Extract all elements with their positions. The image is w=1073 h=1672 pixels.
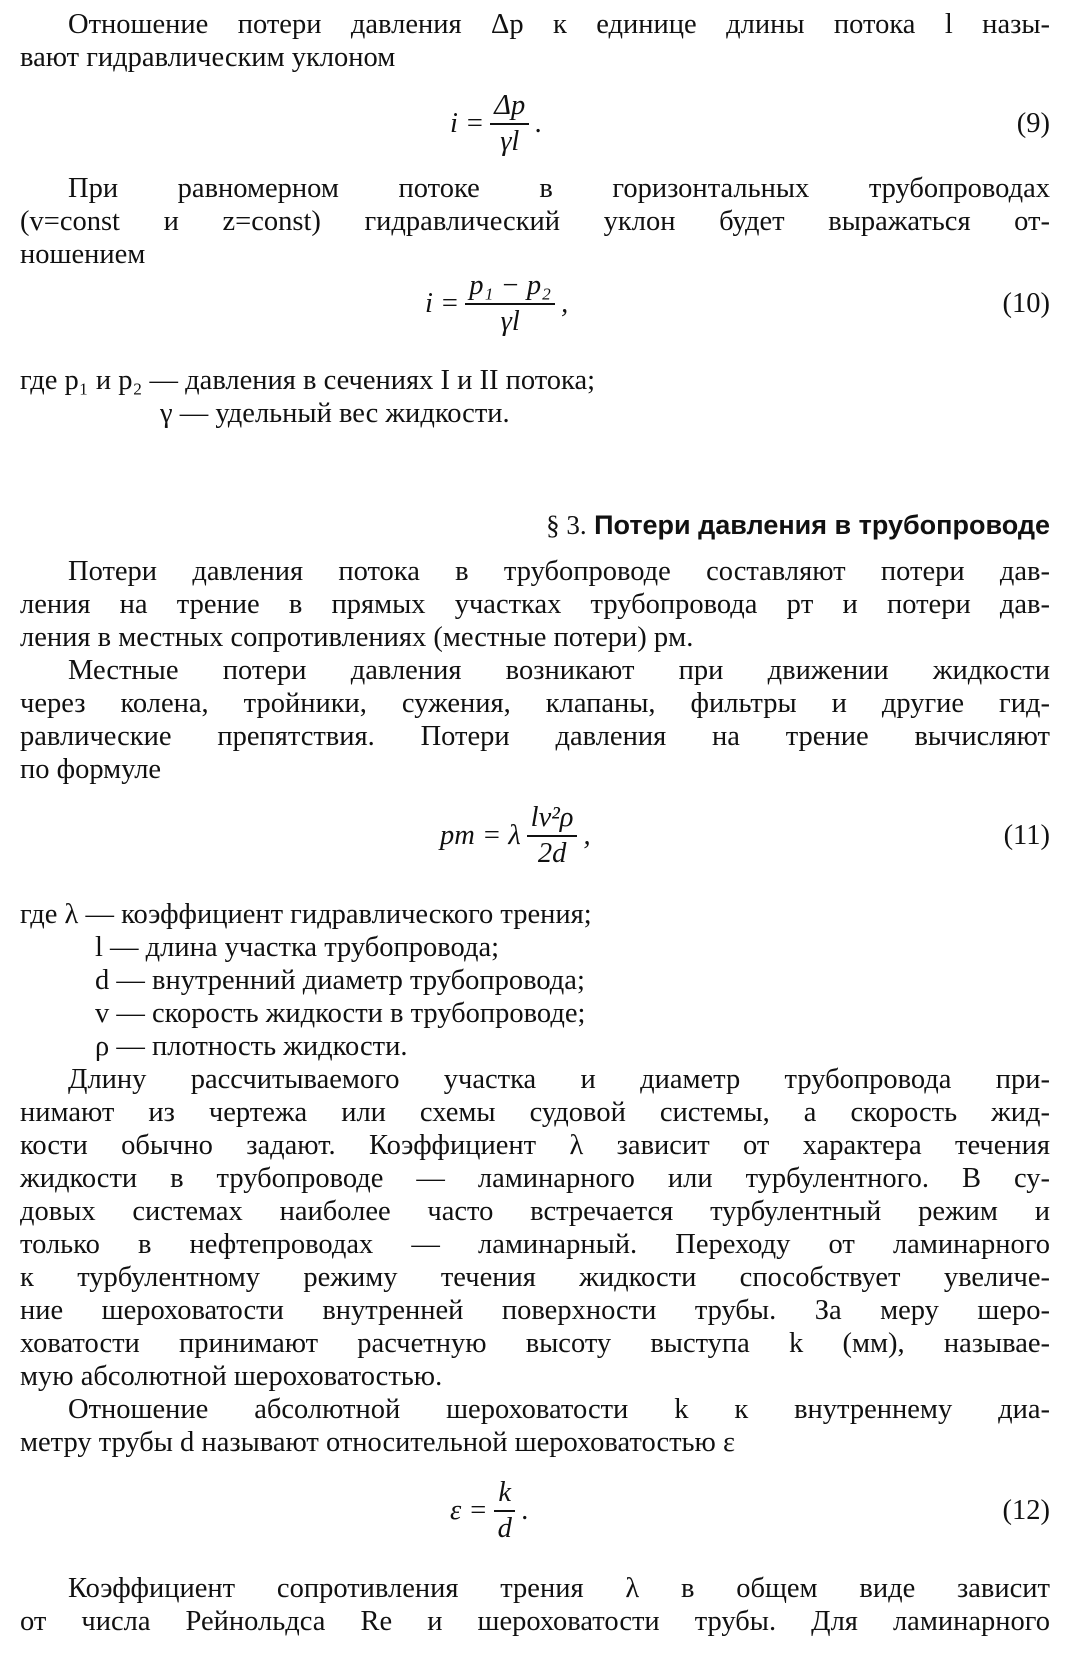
- section-title: Потери давления в трубопроводе: [594, 510, 1050, 540]
- formula-punct: ,: [583, 820, 591, 851]
- fraction: [465, 269, 555, 339]
- legend-line: γ — удельный вес жидкости.: [160, 398, 510, 429]
- paragraph-line: ления на трение в прямых участках трубопровода pт и потери дав-: [20, 589, 1050, 620]
- paragraph-line: Потери давления потока в трубопроводе составляют потери дав-: [68, 556, 1050, 587]
- paragraph-line: довых системах наиболее часто встречается турбулентный режим и: [20, 1196, 1050, 1227]
- fraction: [527, 801, 578, 871]
- equation-number: (9): [1016, 108, 1050, 139]
- paragraph-line: Отношение абсолютной шероховатости k к внутреннему диа-: [68, 1394, 1050, 1425]
- paragraph-line: вают гидравлическим уклоном: [20, 42, 396, 73]
- fraction-numerator: k: [494, 1476, 515, 1512]
- paragraph-line: кости обычно задают. Коэффициент λ зависит от характера течения: [20, 1130, 1050, 1161]
- paragraph-line: мую абсолютной шероховатостью.: [20, 1361, 443, 1392]
- paragraph-line: При равномерном потоке в горизонтальных трубопроводах: [68, 173, 1050, 204]
- formula-12: [0, 1471, 1073, 1551]
- fraction-numerator: Δp: [490, 89, 529, 125]
- formula-punct: .: [535, 108, 543, 139]
- formula-lhs: i =: [425, 288, 460, 319]
- paragraph-line: ления в местных сопротивлениях (местные потери) pм.: [20, 622, 694, 653]
- formula-lhs: pт = λ: [440, 820, 521, 851]
- section-heading: [20, 508, 1050, 542]
- paragraph-line: (v=const и z=const) гидравлический уклон будет выражаться от-: [20, 206, 1050, 237]
- legend-line: v — скорость жидкости в трубопроводе;: [95, 998, 586, 1029]
- formula-lhs: ε =: [450, 1495, 488, 1526]
- paragraph-line: ние шероховатости внутренней поверхности трубы. За меру шеро-: [20, 1295, 1050, 1326]
- equation-number: (11): [1003, 820, 1050, 851]
- paragraph-line: ношением: [20, 239, 146, 270]
- legend-line: l — длина участка трубопровода;: [95, 932, 500, 963]
- paragraph-line: равлические препятствия. Потери давления на трение вычисляют: [20, 721, 1050, 752]
- formula-9: [0, 84, 1073, 164]
- equation-number: (12): [1002, 1495, 1050, 1526]
- fraction-denominator: γl: [500, 306, 520, 337]
- paragraph-line: Местные потери давления возникают при движении жидкости: [68, 655, 1050, 686]
- formula-10: [0, 264, 1073, 344]
- fraction-denominator: 2d: [537, 838, 567, 869]
- formula-punct: ,: [561, 288, 569, 319]
- equation-number: (10): [1002, 288, 1050, 319]
- paragraph-line: ховатости принимают расчетную высоту выступа k (мм), называе-: [20, 1328, 1050, 1359]
- paragraph-line: нимают из чертежа или схемы судовой системы, а скорость жид-: [20, 1097, 1050, 1128]
- paragraph-line: к турбулентному режиму течения жидкости способствует увеличе-: [20, 1262, 1050, 1293]
- legend-line: ρ — плотность жидкости.: [95, 1031, 408, 1062]
- fraction-numerator: lv²ρ: [527, 801, 578, 837]
- fraction: [494, 1476, 516, 1546]
- formula-lhs: i =: [450, 108, 485, 139]
- formula-punct: .: [521, 1495, 529, 1526]
- fraction: [490, 89, 529, 159]
- paragraph-line: жидкости в трубопроводе — ламинарного или турбулентного. В су-: [20, 1163, 1050, 1194]
- paragraph-line: через колена, тройники, сужения, клапаны, фильтры и другие гид-: [20, 688, 1050, 719]
- paragraph-line: Коэффициент сопротивления трения λ в общем виде зависит: [68, 1573, 1050, 1604]
- fraction-denominator: γl: [500, 126, 520, 157]
- paragraph-line: метру трубы d называют относительной шероховатостью ε: [20, 1427, 735, 1458]
- formula-11: [0, 796, 1073, 876]
- fraction-denominator: d: [497, 1513, 512, 1544]
- legend-line: d — внутренний диаметр трубопровода;: [95, 965, 585, 996]
- paragraph-line: по формуле: [20, 754, 162, 785]
- paragraph-line: от числа Рейнольдса Re и шероховатости трубы. Для ламинарного: [20, 1606, 1050, 1637]
- fraction-numerator: p₁ − p₂: [465, 269, 555, 305]
- legend-line: где λ — коэффициент гидравлического трения;: [20, 899, 592, 930]
- paragraph-line: Отношение потери давления Δp к единице длины потока l назы-: [68, 9, 1050, 40]
- legend-line: где p₁ и p₂ — давления в сечениях I и II потока;: [20, 365, 596, 396]
- section-mark: § 3.: [546, 510, 587, 540]
- paragraph-line: Длину рассчитываемого участка и диаметр трубопровода при-: [68, 1064, 1050, 1095]
- paragraph-line: только в нефтепроводах — ламинарный. Переходу от ламинарного: [20, 1229, 1050, 1260]
